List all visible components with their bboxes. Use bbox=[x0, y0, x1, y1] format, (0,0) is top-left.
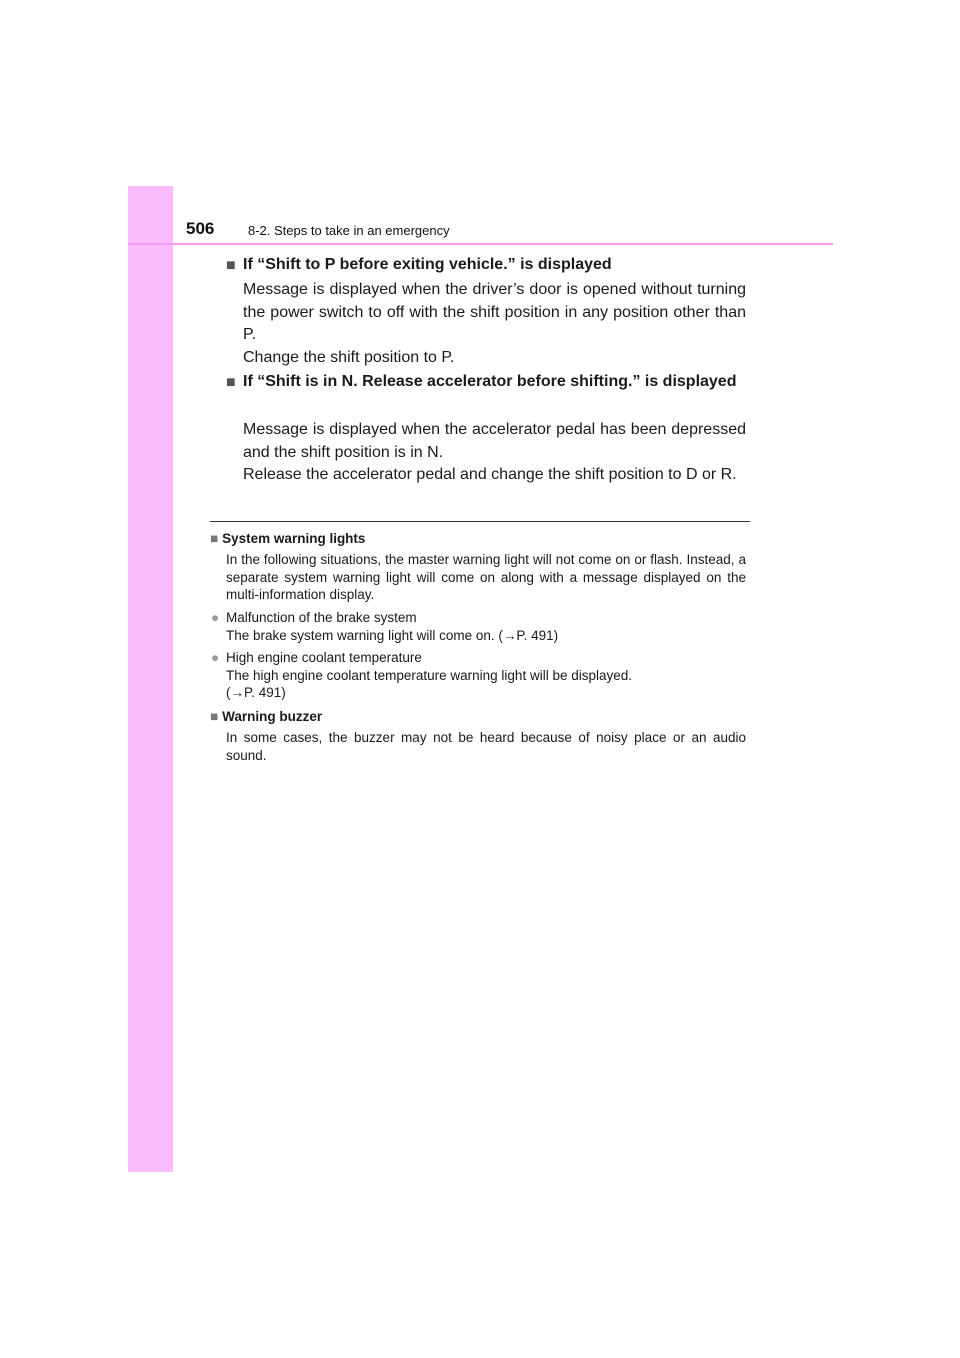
note-heading-warning-buzzer: ■ Warning buzzer bbox=[210, 709, 323, 724]
list-item-detail: The high engine coolant temperature warning light will be displayed. bbox=[226, 667, 632, 683]
message-body-shift-in-n bbox=[243, 419, 746, 487]
square-bullet-icon: ■ bbox=[210, 709, 219, 724]
square-bullet-icon: ■ bbox=[226, 374, 236, 391]
message-action: Change the shift position to P. bbox=[243, 348, 455, 366]
message-description: Message is displayed when the accelerator pedal has been depressed and the shift position is in N. bbox=[243, 421, 746, 461]
message-body-shift-to-p bbox=[243, 279, 746, 369]
notes-divider bbox=[210, 521, 750, 522]
list-item-coolant-temperature bbox=[226, 649, 746, 702]
list-item-title: Malfunction of the brake system bbox=[226, 610, 417, 625]
message-heading-text: If “Shift to P before exiting vehicle.” is displayed bbox=[243, 256, 612, 273]
list-item-reference: (→P. 491) bbox=[226, 685, 286, 700]
message-action: Release the accelerator pedal and change the shift position to D or R. bbox=[243, 466, 737, 483]
message-description: Message is displayed when the driver’s door is opened without turning the power switch to off with the shift position in any position other than P. bbox=[243, 281, 746, 343]
square-bullet-icon: ■ bbox=[210, 531, 219, 546]
note-heading-system-warning: ■ System warning lights bbox=[210, 531, 366, 546]
page-number: 506 bbox=[186, 219, 215, 238]
list-item-title: High engine coolant temperature bbox=[226, 650, 422, 665]
message-heading-shift-to-p bbox=[226, 253, 746, 276]
list-item-brake-system bbox=[226, 609, 746, 644]
header-rule bbox=[128, 243, 833, 245]
message-heading-shift-in-n bbox=[226, 370, 746, 393]
message-heading-text: If “Shift is in N. Release accelerator before shifting.” is displayed bbox=[243, 373, 737, 390]
list-item-detail: The brake system warning light will come on. (→P. 491) bbox=[226, 627, 559, 643]
round-bullet-icon: ● bbox=[211, 610, 220, 625]
note-text-warning-buzzer: In some cases, the buzzer may not be heard because of noisy place or an audio sound. bbox=[226, 730, 746, 763]
square-bullet-icon: ■ bbox=[226, 257, 236, 274]
chapter-side-tab bbox=[128, 186, 173, 1172]
note-text-system-warning: In the following situations, the master warning light will not come on or flash. Instead, a separate system warning light will come on along with a message displayed on the multi-information display. bbox=[226, 552, 746, 602]
section-title: 8-2. Steps to take in an emergency bbox=[248, 223, 450, 238]
round-bullet-icon: ● bbox=[211, 650, 220, 665]
